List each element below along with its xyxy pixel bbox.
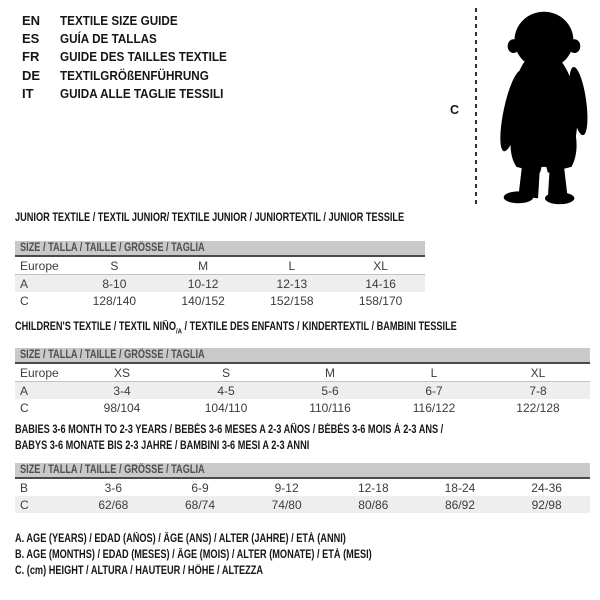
size-cell: XL (336, 257, 425, 275)
guide-title: GUÍA DE TALLAS (60, 31, 157, 47)
guide-title: TEXTILE SIZE GUIDE (60, 12, 178, 28)
row-label: C (20, 293, 29, 308)
size-cell: 3-4 (113, 383, 131, 398)
height-measure-label: C (450, 103, 460, 117)
size-cell: 6-7 (425, 383, 443, 398)
junior-size-table (15, 241, 425, 309)
size-header-bar (15, 348, 590, 364)
size-cell: M (159, 257, 248, 275)
language-code: EN (22, 12, 41, 28)
size-cell: L (248, 257, 337, 275)
language-title-block (22, 11, 245, 103)
row-label: A (20, 383, 29, 398)
language-code: DE (22, 67, 41, 83)
size-cell: 98/104 (103, 400, 141, 415)
size-cell: XL (486, 364, 590, 382)
size-cell: 10-12 (187, 276, 219, 291)
language-row (22, 85, 245, 103)
language-row (22, 48, 245, 66)
size-table-row (15, 364, 590, 382)
children-size-table-grid (15, 364, 590, 416)
language-code: ES (22, 31, 40, 47)
language-row (22, 11, 245, 29)
size-table-row (15, 399, 590, 416)
size-header-bar (15, 241, 425, 257)
size-cell: 152/158 (270, 293, 314, 308)
guide-title: GUIDA ALLE TAGLIE TESSILI (60, 86, 224, 102)
size-cell: S (174, 364, 278, 382)
size-cell: 4-5 (217, 383, 235, 398)
junior-table-title: JUNIOR TEXTILE / TEXTIL JUNIOR/ TEXTILE JUNIOR / JUNIORTEXTIL / JUNIOR TESSILE (15, 212, 405, 224)
size-cell: 92/98 (531, 497, 562, 512)
size-cell: 12-18 (357, 480, 389, 495)
size-cell: 5-6 (321, 383, 339, 398)
babies-size-table (15, 463, 590, 513)
size-cell: 6-9 (191, 480, 209, 495)
size-cell: 104/110 (204, 400, 248, 415)
babies-table-title: BABIES 3-6 MONTH TO 2-3 YEARS / BEBÉS 3-6 MESES A 2-3 AÑOS / BÉBÉS 3-6 MOIS À 2-3 ANS / BABYS 3-6 MONATE BIS 2-3 JAHRE / BAMBINI 3-6 MESI A 2-3 ANNI (15, 424, 444, 452)
toddler-silhouette-icon (487, 6, 595, 206)
language-row (22, 29, 245, 47)
language-code: FR (22, 49, 40, 65)
size-cell: M (278, 364, 382, 382)
size-cell: 62/68 (98, 497, 129, 512)
footnote-c: C. (cm) HEIGHT / ALTURA / HAUTEUR / HÖHE / ALTEZZA (15, 565, 264, 577)
children-table-title: CHILDREN'S TEXTILE / TEXTIL $NIÑO_{/A}$ / TEXTILE DES ENFANTS / KINDERTEXTIL / BAMBINI TESSILE (15, 321, 457, 336)
row-label: B (20, 480, 29, 495)
size-table-row (15, 479, 590, 496)
row-label: Europe (15, 364, 70, 382)
size-cell: 8-10 (102, 276, 127, 291)
size-table-row (15, 275, 425, 293)
size-table-row (15, 292, 425, 309)
size-cell: 12-13 (276, 276, 308, 291)
size-header-label: SIZE / TALLA / TAILLE / GRÖSSE / TAGLIA (20, 242, 205, 254)
footnote-legend (15, 533, 461, 581)
size-table-row (15, 496, 590, 513)
size-cell: 116/122 (412, 400, 456, 415)
title-subscript: /A (175, 326, 182, 336)
size-cell: 158/170 (358, 293, 403, 308)
size-cell: 18-24 (444, 480, 476, 495)
language-row (22, 66, 245, 84)
size-cell: S (70, 257, 159, 275)
row-label: C (20, 497, 29, 512)
size-table-row (15, 382, 590, 400)
language-code: IT (22, 86, 34, 102)
size-cell: 128/140 (92, 293, 137, 308)
footnote-a: A. AGE (YEARS) / EDAD (AÑOS) / ÂGE (ANS) / ALTER (JAHRE) / ETÀ (ANNI) (15, 533, 346, 545)
row-label: A (20, 276, 29, 291)
size-cell: 3-6 (104, 480, 122, 495)
row-label: C (20, 400, 29, 415)
footnote-b: B. AGE (MONTHS) / EDAD (MESES) / ÂGE (MOIS) / ALTER (MONATE) / ETÀ (MESI) (15, 549, 372, 561)
size-cell: 140/152 (181, 293, 225, 308)
size-cell: 110/116 (309, 400, 351, 415)
height-measure-line (475, 8, 477, 206)
children-size-table (15, 348, 590, 416)
size-cell: 122/128 (516, 400, 560, 415)
guide-title: TEXTILGRÖßENFÜHRUNG (60, 67, 209, 83)
guide-title: GUIDE DES TAILLES TEXTILE (60, 49, 227, 65)
size-cell: 68/74 (184, 497, 215, 512)
size-cell: 86/92 (444, 497, 475, 512)
size-cell: 24-36 (531, 480, 562, 495)
size-header-label: SIZE / TALLA / TAILLE / GRÖSSE / TAGLIA (20, 464, 205, 476)
size-table-row (15, 257, 425, 275)
size-cell: 9-12 (274, 480, 299, 495)
size-cell: 14-16 (365, 276, 396, 291)
row-label: Europe (15, 257, 70, 275)
junior-size-table-grid (15, 257, 425, 309)
size-cell: L (382, 364, 486, 382)
size-cell: XS (70, 364, 174, 382)
size-header-bar (15, 463, 590, 479)
size-header-label: SIZE / TALLA / TAILLE / GRÖSSE / TAGLIA (20, 349, 205, 361)
babies-size-table-grid (15, 479, 590, 513)
size-cell: 74/80 (271, 497, 302, 512)
size-cell: 7-8 (529, 383, 547, 398)
size-cell: 80/86 (358, 497, 389, 512)
